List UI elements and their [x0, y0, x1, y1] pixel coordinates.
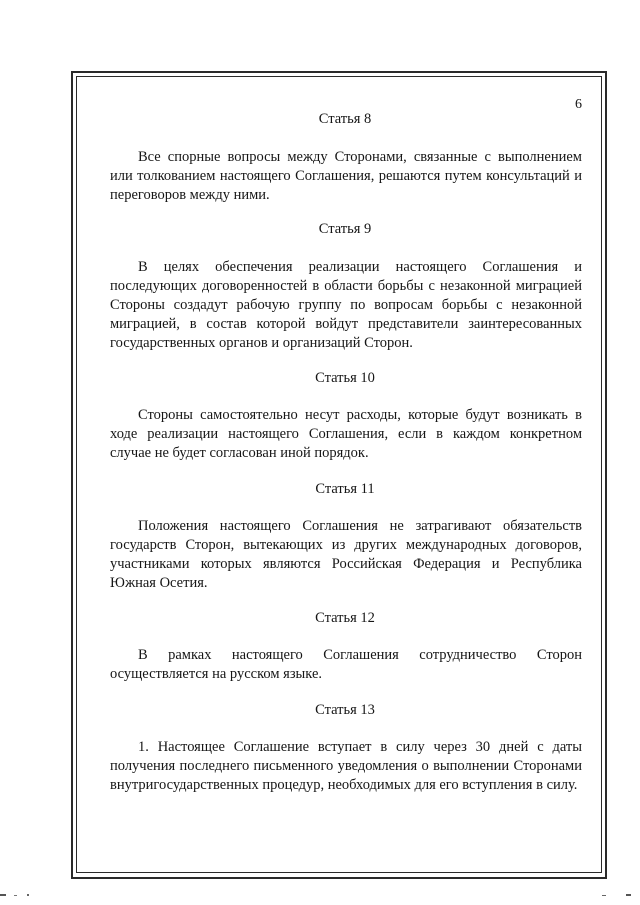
- article-13-text: 1. Настоящее Соглашение вступает в силу через 30 дней с даты получения последнего письменного уведомления о выполнении Сторонами внутригосударственных процедур, необходимых для его вступления в силу.: [110, 739, 582, 793]
- article-13-heading: Статья 13: [315, 702, 375, 718]
- article-10-text: Стороны самостоятельно несут расходы, которые будут возникать в ходе реализации настоящего Соглашения, если в каждом конкретном случае не будет согласован иной порядок.: [110, 407, 582, 461]
- article-9-heading: Статья 9: [318, 221, 372, 237]
- article-12-heading: Статья 12: [315, 610, 375, 626]
- page-number: 6: [575, 97, 582, 112]
- article-8-heading: Статья 8: [318, 111, 372, 127]
- article-12-text: В рамках настоящего Соглашения сотрудничество Сторон осуществляется на русском языке.: [110, 647, 582, 682]
- article-10-heading: Статья 10: [315, 370, 375, 386]
- article-8-text: Все спорные вопросы между Сторонами, связанные с выполнением или толкованием настоящего Соглашения, решаются путем консультаций и переговоров между ними.: [110, 149, 582, 203]
- article-9-text: В целях обеспечения реализации настоящего Соглашения и последующих договоренностей в области борьбы с незаконной миграцией Стороны создадут рабочую группу по вопросам борьбы с незаконной миграцией, в состав которой войдут представители заинтересованных государственных органов и организаций Сторон.: [110, 259, 582, 351]
- scan-specks: [0, 892, 640, 898]
- article-11-heading: Статья 11: [315, 481, 375, 497]
- article-11-text: Положения настоящего Соглашения не затрагивают обязательств государств Сторон, вытекающих из других международных договоров, участниками которых являются Российская Федерация и Республика Южная Осетия.: [110, 518, 582, 591]
